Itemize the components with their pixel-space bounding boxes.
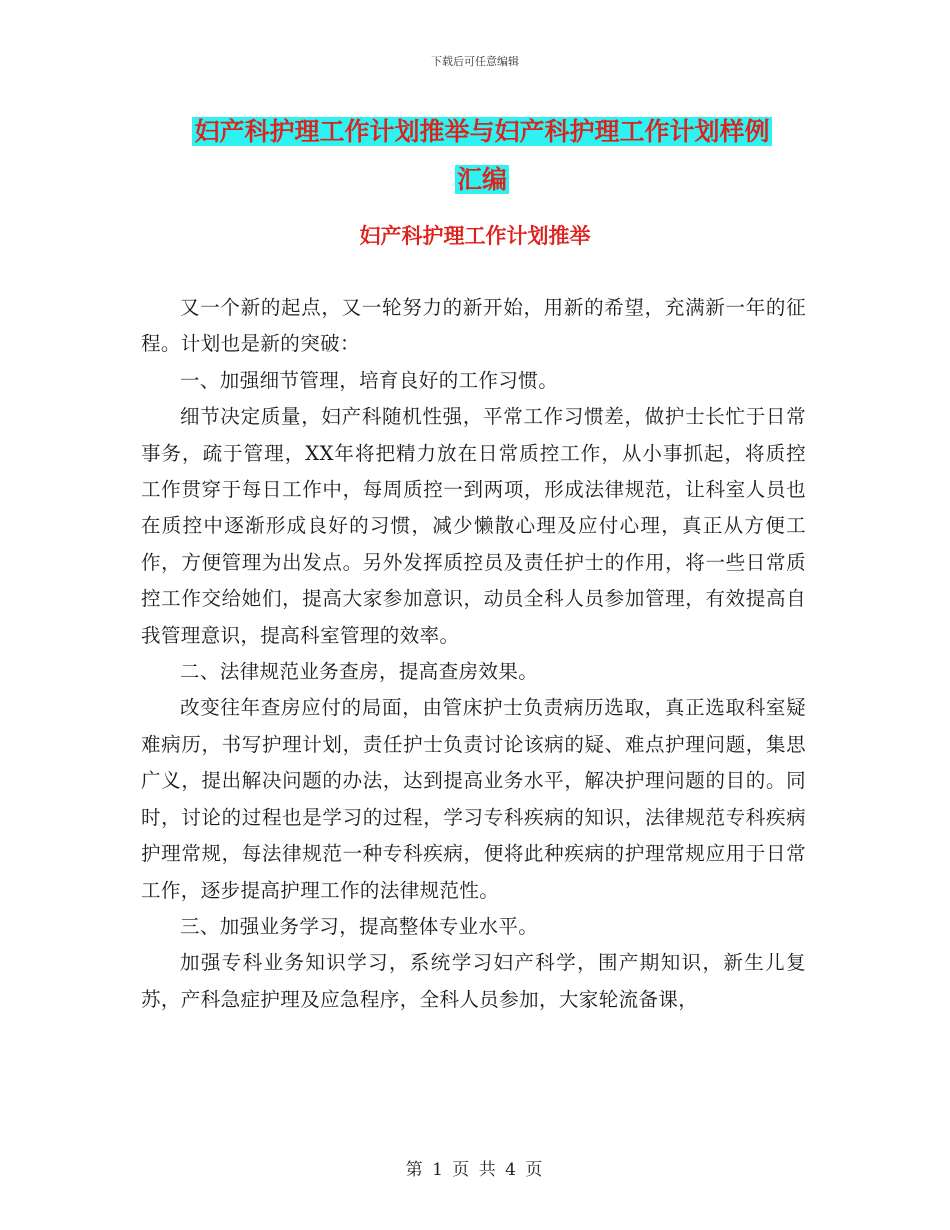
paragraph-heading: 一、加强细节管理，培育良好的工作习惯。 <box>180 368 559 392</box>
page-number-footer: 第 1 页 共 4 页 <box>405 1160 545 1180</box>
document-title-line2: 汇编 <box>456 165 507 194</box>
document-title-line1: 妇产科护理工作计划推举与妇产科护理工作计划样例 <box>194 117 770 146</box>
paragraph: 加强专科业务知识学习，系统学习妇产科学，围产期知识，新生儿复苏，产科急症护理及应急程序，全科人员参加，大家轮流备课， <box>141 951 806 1011</box>
page-header-note: 下载后可任意编辑 <box>431 55 519 68</box>
document-title <box>142 108 822 204</box>
paragraph-heading: 二、法律规范业务查房，提高查房效果。 <box>180 660 539 684</box>
paragraph: 又一个新的起点，又一轮努力的新开始，用新的希望，充满新一年的征程。计划也是新的突破： <box>141 296 806 356</box>
section-title: 妇产科护理工作计划推举 <box>359 224 591 248</box>
paragraph-heading: 三、加强业务学习，提高整体专业水平。 <box>180 914 539 938</box>
paragraph: 改变往年查房应付的局面，由管床护士负责病历选取，真正选取科室疑难病历，书写护理计划，责任护士负责讨论该病的疑、难点护理问题，集思广义，提出解决问题的办法，达到提高业务水平，解决护理问题的目的。同时，讨论的过程也是学习的过程，学习专科疾病的知识，法律规范专科疾病护理常规，每法律规范一种专科疾病，便将此种疾病的护理常规应用于日常工作，逐步提高护理工作的法律规范性。 <box>141 696 806 902</box>
document-body <box>141 290 806 1018</box>
paragraph: 细节决定质量，妇产科随机性强，平常工作习惯差，做护士长忙于日常事务，疏于管理，XX年将把精力放在日常质控工作，从小事抓起，将质控工作贯穿于每日工作中，每周质控一到两项，形成法律规范，让科室人员也在质控中逐渐形成良好的习惯，减少懒散心理及应付心理，真正从方便工作，方便管理为出发点。另外发挥质控员及责任护士的作用，将一些日常质控工作交给她们，提高大家参加意识，动员全科人员参加管理，有效提高自我管理意识，提高科室管理的效率。 <box>141 405 806 647</box>
